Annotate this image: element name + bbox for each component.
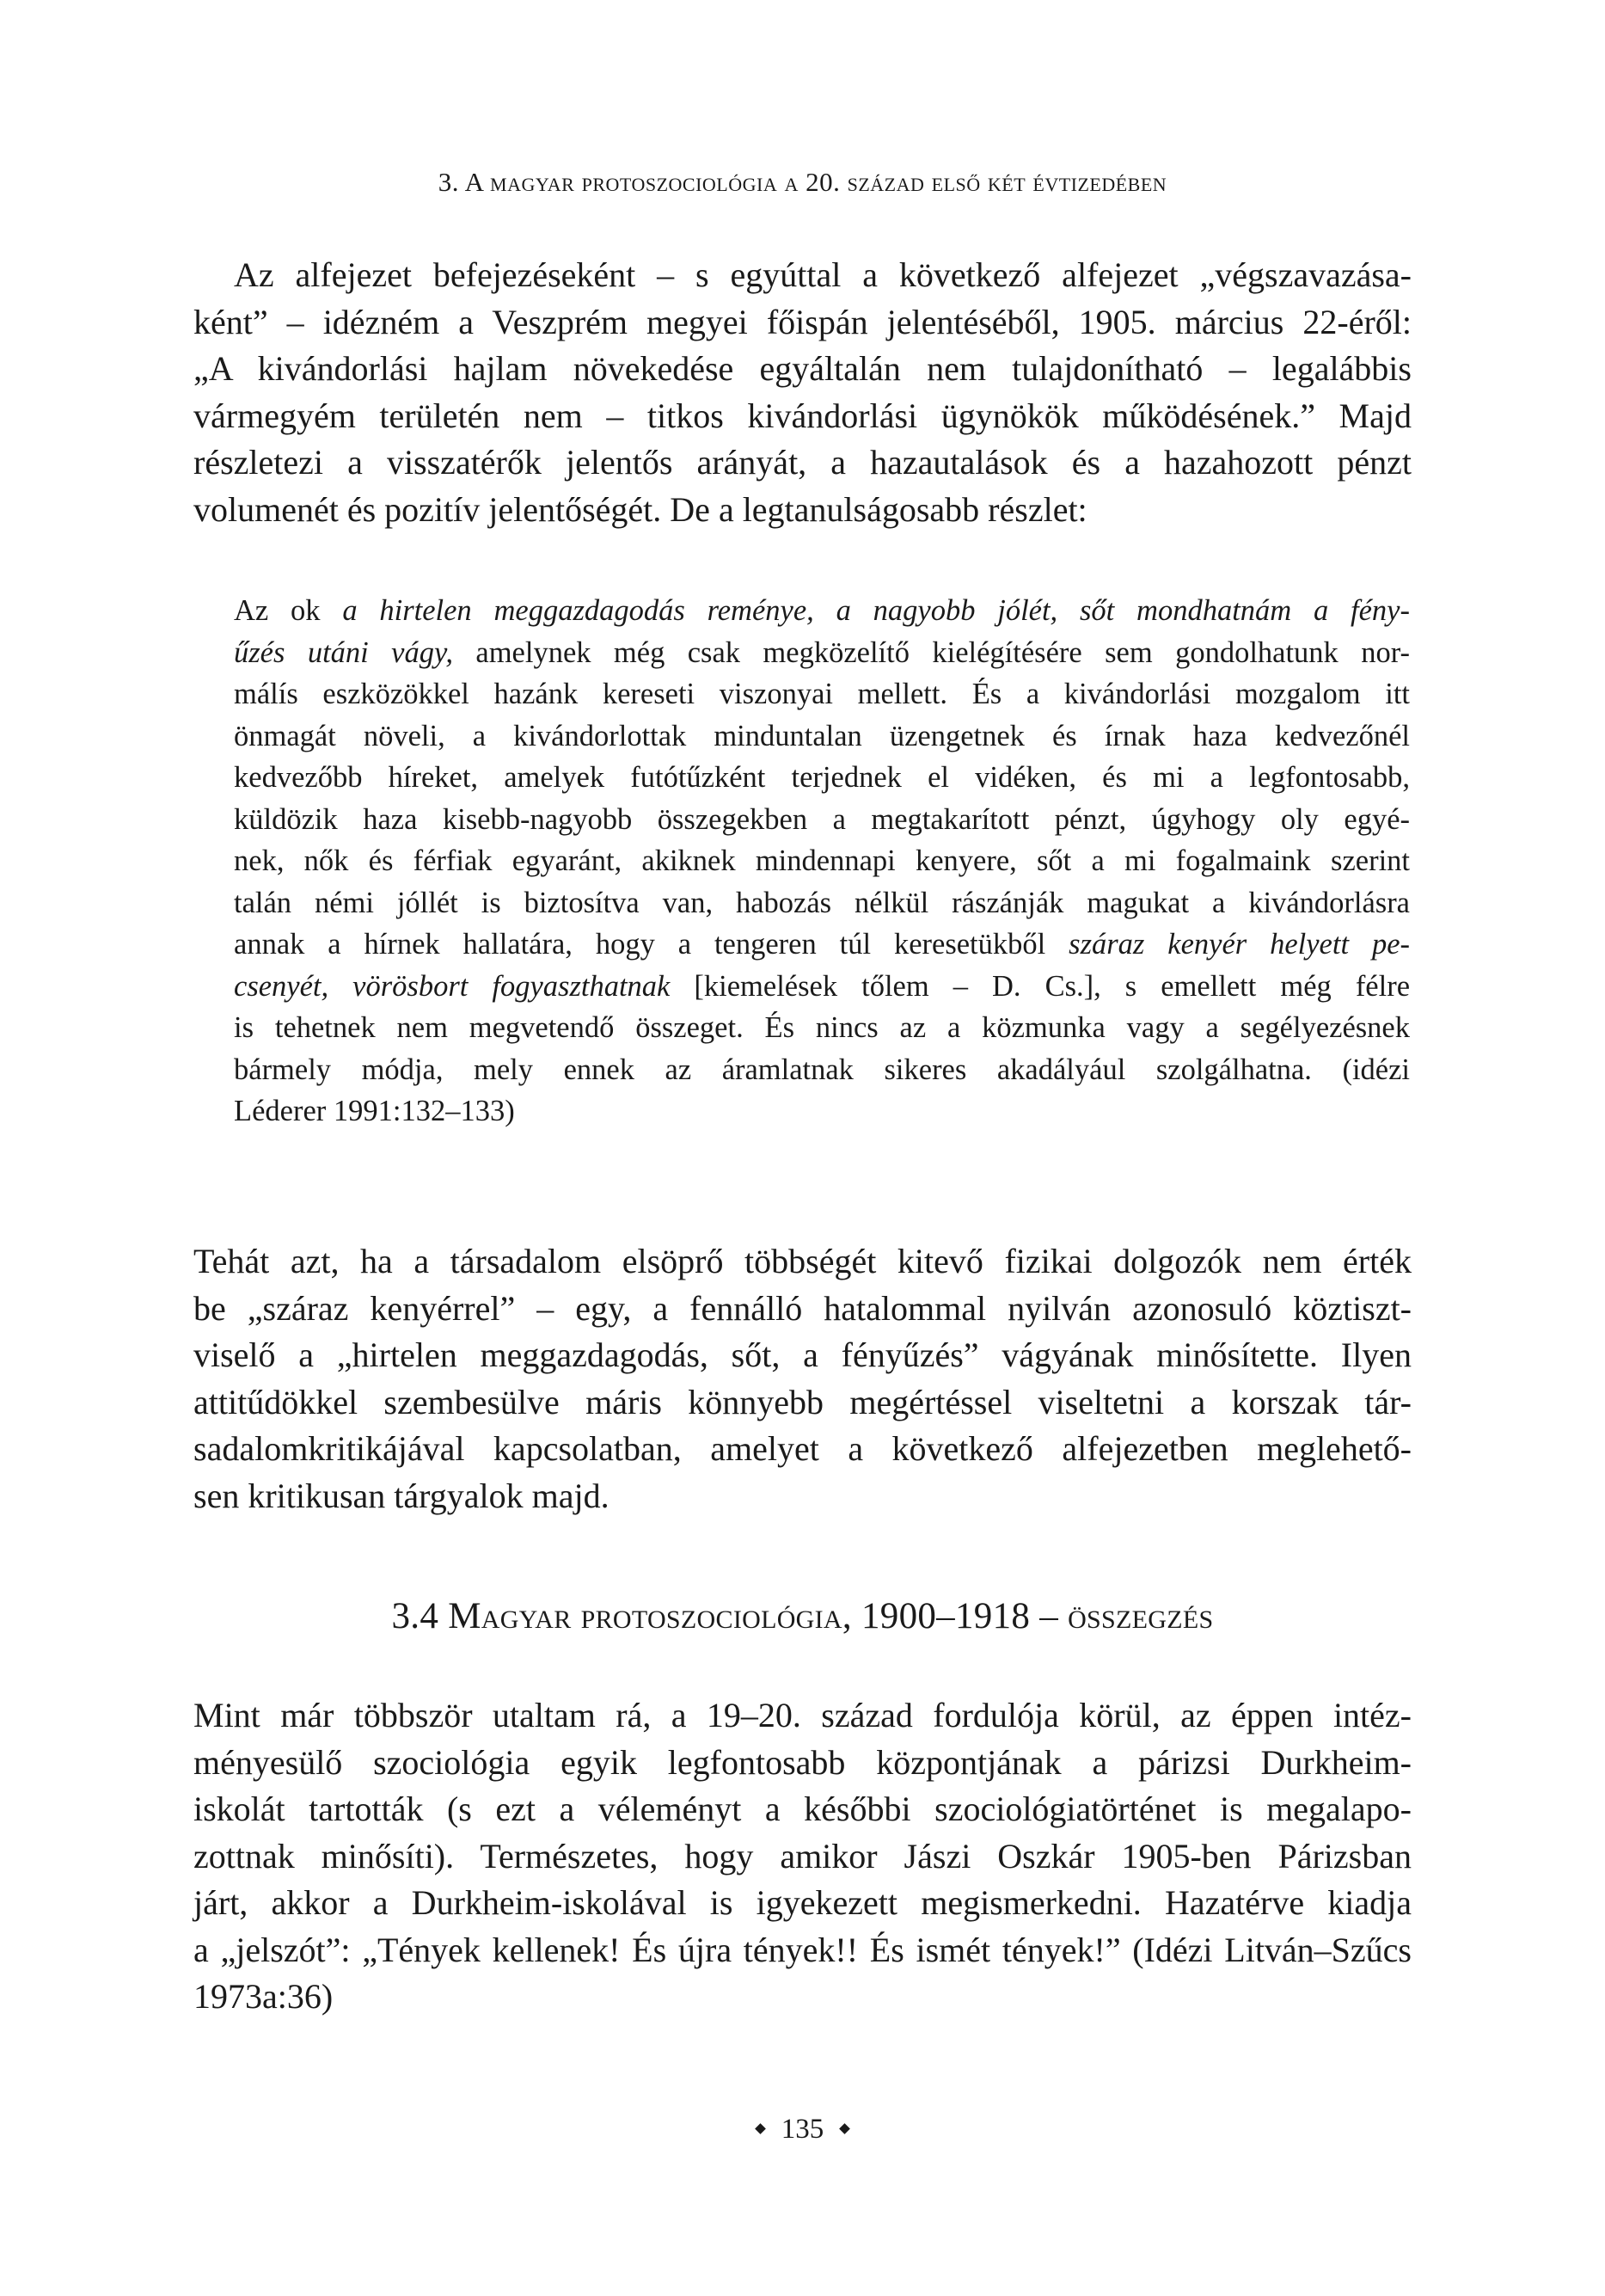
quote-line <box>234 966 1410 1008</box>
text-line: 1973a:36) <box>193 1977 334 2016</box>
quote-line <box>234 590 1410 632</box>
quote-line <box>234 715 1410 758</box>
text-line: iskolát tartották (s ezt a véleményt a későbbi szociológiatörténet is megalapo- <box>193 1790 1412 1828</box>
quote-text: málís eszközökkel hazánk kereseti viszonyai mellett. És a kivándorlási mozgalom itt <box>234 678 1410 710</box>
quote-line <box>234 632 1410 674</box>
quote-text: kedvezőbb híreket, amelyek futótűzként terjednek el vidéken, és mi a legfontosabb, <box>234 761 1410 794</box>
quote-line <box>234 673 1410 715</box>
quote-text: talán némi jóllét is biztosítva van, habozás nélkül rászánják magukat a kivándorlásra <box>234 886 1410 919</box>
block-quote <box>234 590 1410 1133</box>
text-line: Mint már többször utaltam rá, a 19–20. század fordulója körül, az éppen intéz- <box>193 1696 1412 1734</box>
quote-line <box>234 882 1410 924</box>
quote-line <box>234 1090 1410 1133</box>
text-line: részletezi a visszatérők jelentős arányát, a hazautalások és a hazahozott pénzt <box>193 443 1412 482</box>
paragraph-1 <box>193 252 1412 533</box>
quote-line <box>234 1007 1410 1049</box>
italic-emphasis: száraz kenyér helyett pe- <box>1069 928 1410 961</box>
quote-line <box>234 1049 1410 1091</box>
bullet-icon <box>755 2123 766 2134</box>
text-line: járt, akkor a Durkheim-iskolával is igyekezett megismerkedni. Hazatérve kiadja <box>193 1883 1412 1922</box>
bullet-icon <box>839 2123 850 2134</box>
italic-emphasis: csenyét, vörösbort fogyaszthatnak <box>234 969 671 1003</box>
italic-emphasis: űzés utáni vágy, <box>234 635 453 669</box>
text-line: a „jelszót”: „Tények kellenek! És újra tények!! És ismét tények!” (Idézi Litván–Szűcs <box>193 1930 1412 1969</box>
quote-line <box>234 840 1410 882</box>
quote-text: önmagát növeli, a kivándorlottak minduntalan üzengetnek és írnak haza kedvezőnél <box>234 719 1410 752</box>
text-line: sadalomkritikájával kapcsolatban, amelyet a következő alfejezetben meglehető- <box>193 1429 1412 1468</box>
quote-text: nek, nők és férfiak egyaránt, akiknek mindennapi kenyere, sőt a mi fogalmaink szerint <box>234 844 1410 877</box>
text-line: ményesülő szociológia egyik legfontosabb központjának a párizsi Durkheim- <box>193 1742 1412 1782</box>
section-heading: 3.4 Magyar protoszociológia, 1900–1918 – összegzés <box>391 1596 1214 1636</box>
italic-emphasis: a hirtelen meggazdagodás reménye, a nagyobb jólét, sőt mondhatnám a fény- <box>342 594 1410 627</box>
quote-text: annak a hírnek hallatára, hogy a tengeren túl keresetükből <box>234 928 1069 961</box>
quote-text: Az ok <box>234 594 343 627</box>
quote-text: Léderer 1991:132–133) <box>234 1095 515 1127</box>
paragraph-2 <box>193 1238 1412 1519</box>
quote-line <box>234 924 1410 966</box>
quote-text: küldözik haza kisebb-nagyobb összegekben a megtakarított pénzt, úgyhogy oly egyé- <box>234 802 1410 836</box>
text-line: be „száraz kenyérrel” – egy, a fennálló hatalommal nyilván azonosuló köztiszt- <box>193 1288 1412 1328</box>
quote-text: bármely módja, mely ennek az áramlatnak sikeres akadályául szolgálhatna. (idézi <box>234 1053 1410 1086</box>
text-line: „A kivándorlási hajlam növekedése egyáltalán nem tulajdonítható – legalábbis <box>193 349 1412 388</box>
quote-text: [kiemelések tőlem – D. Cs.], s emellett még félre <box>670 969 1411 1003</box>
text-line: zottnak minősíti). Természetes, hogy amikor Jászi Oszkár 1905-ben Párizsban <box>193 1836 1412 1875</box>
text-line: vármegyém területén nem – titkos kivándorlási ügynökök működésének.” Majd <box>193 396 1412 435</box>
quote-text: is tehetnek nem megvetendő összeget. És nincs az a közmunka vagy a segélyezésnek <box>234 1011 1410 1044</box>
text-line: ként” – idézném a Veszprém megyei főispán jelentéséből, 1905. március 22-éről: <box>193 302 1412 341</box>
paragraph-3 <box>193 1692 1412 2021</box>
text-line: Az alfejezet befejezéseként – s egyúttal a következő alfejezet „végszavazása- <box>234 255 1412 294</box>
quote-line <box>234 799 1410 841</box>
text-line: volumenét és pozitív jelentőségét. De a legtanulságosabb részlet: <box>193 489 1087 529</box>
page-number: 135 <box>781 2114 824 2145</box>
quote-text: amelynek még csak megközelítő kielégítésére sem gondolhatunk nor- <box>453 635 1410 669</box>
text-line: viselő a „hirtelen meggazdagodás, sőt, a fényűzés” vágyának minősítette. Ilyen <box>193 1335 1412 1374</box>
text-line: Tehát azt, ha a társadalom elsöprő többségét kitevő fizikai dolgozók nem érték <box>193 1242 1412 1280</box>
page-footer <box>0 2114 1605 2146</box>
running-head: 3. A magyar protoszociológia a 20. század első két évtizedében <box>438 167 1167 197</box>
text-line: sen kritikusan tárgyalok majd. <box>193 1476 610 1515</box>
text-line: attitűdökkel szembesülve máris könnyebb megértéssel viseltetni a korszak tár- <box>193 1382 1412 1421</box>
quote-line <box>234 757 1410 799</box>
